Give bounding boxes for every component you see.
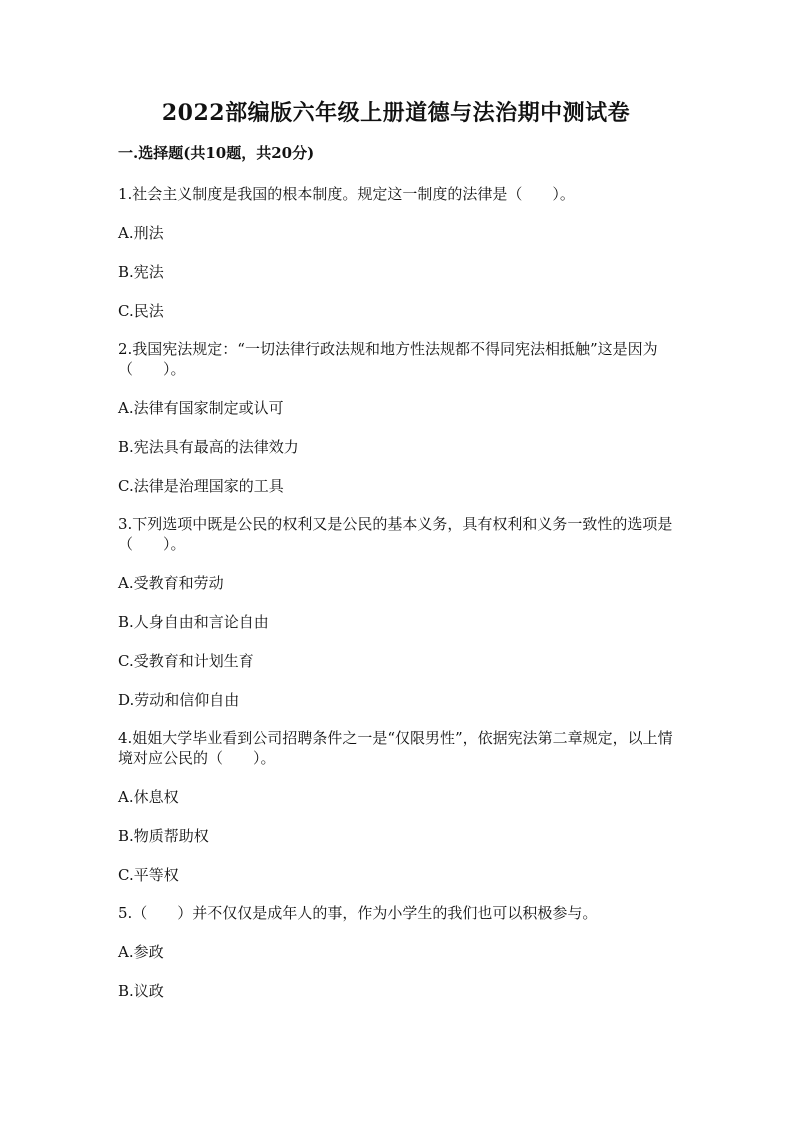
option-b: B.物质帮助权 bbox=[118, 827, 209, 845]
option-a: A.刑法 bbox=[118, 224, 164, 242]
question-2 bbox=[118, 339, 674, 496]
option-a: A.休息权 bbox=[118, 788, 179, 806]
option-a: A.受教育和劳动 bbox=[118, 574, 224, 592]
option-a: A.参政 bbox=[118, 943, 164, 961]
option-c: C.平等权 bbox=[118, 866, 179, 884]
option-c: C.民法 bbox=[118, 302, 164, 320]
option-c: C.受教育和计划生育 bbox=[118, 652, 254, 670]
question-text: 5.（ ）并不仅仅是成年人的事，作为小学生的我们也可以积极参与。 bbox=[118, 904, 598, 922]
page-title: 2022部编版六年级上册道德与法治期中测试卷 bbox=[161, 100, 631, 126]
question-text: 2.我国宪法规定：“一切法律行政法规和地方性法规都不得同宪法相抵触”这是因为（ ）。 bbox=[118, 340, 658, 378]
question-text: 4.姐姐大学毕业看到公司招聘条件之一是“仅限男性”，依据宪法第二章规定，以上情境对应公民的（ ）。 bbox=[118, 729, 673, 767]
option-b: B.人身自由和言论自由 bbox=[118, 613, 269, 631]
option-b: B.宪法 bbox=[118, 263, 164, 281]
option-b: B.宪法具有最高的法律效力 bbox=[118, 438, 299, 456]
question-5 bbox=[118, 903, 674, 1001]
option-b: B.议政 bbox=[118, 982, 164, 1000]
option-c: C.法律是治理国家的工具 bbox=[118, 477, 284, 495]
option-d: D.劳动和信仰自由 bbox=[118, 691, 240, 709]
question-text: 3.下列选项中既是公民的权利又是公民的基本义务，具有权利和义务一致性的选项是（ ）。 bbox=[118, 515, 673, 553]
question-3 bbox=[118, 514, 674, 710]
question-4 bbox=[118, 728, 674, 885]
question-text: 1.社会主义制度是我国的根本制度。规定这一制度的法律是（ ）。 bbox=[118, 185, 575, 203]
section-heading: 一.选择题(共10题，共20分) bbox=[118, 144, 315, 162]
option-a: A.法律有国家制定或认可 bbox=[118, 399, 284, 417]
question-1 bbox=[118, 184, 674, 321]
